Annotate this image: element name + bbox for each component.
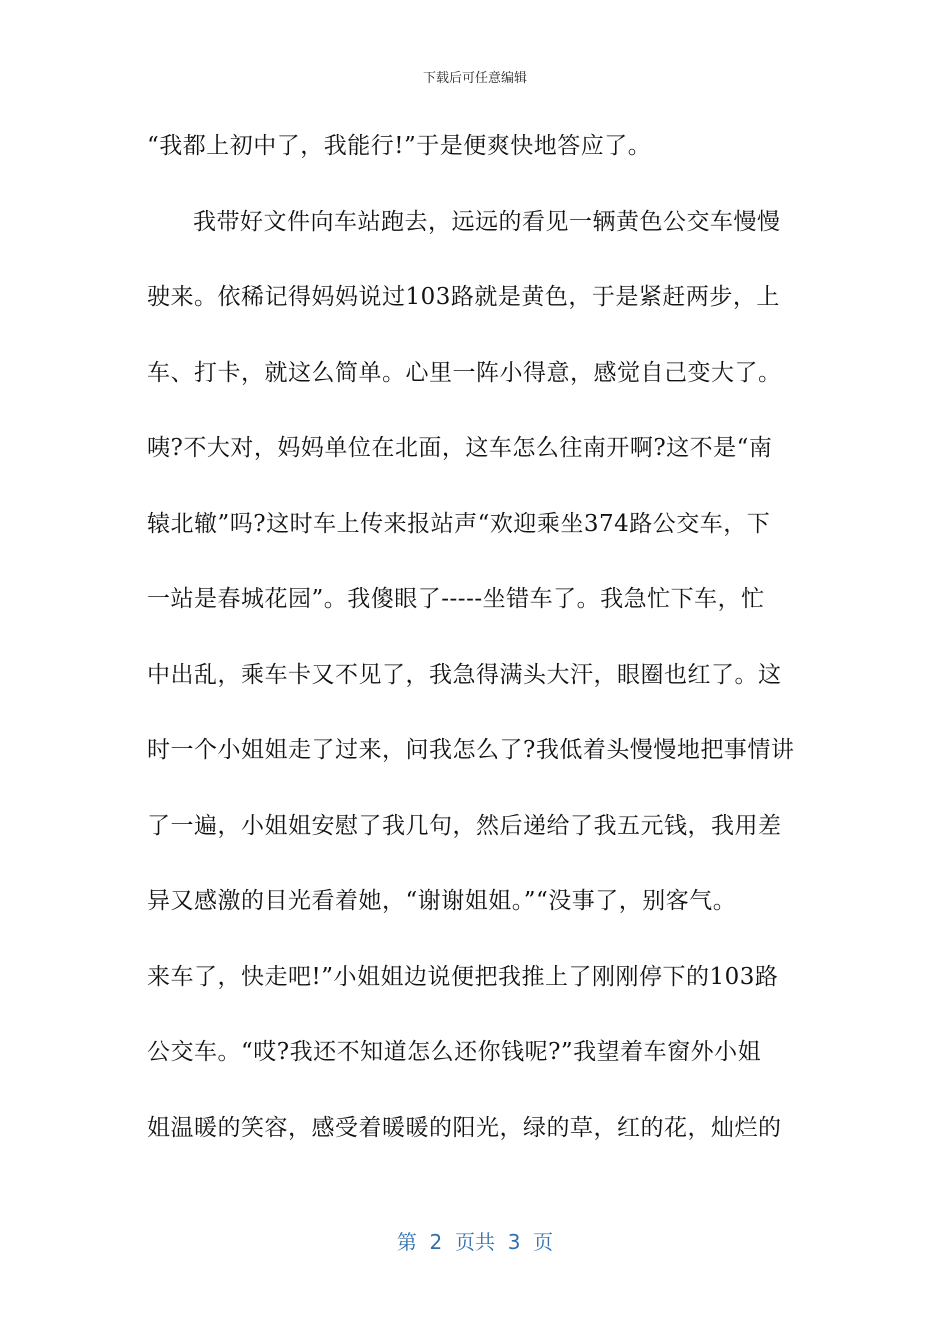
text-line: 姐温暖的笑容，感受着暖暖的阳光，绿的草，红的花，灿烂的 [147,1114,782,1141]
document-body [147,126,807,1183]
text-line: 我带好文件向车站跑去，远远的看见一辆黄色公交车慢慢 [193,208,781,235]
text-line: 辕北辙”吗?这时车上传来报站声“欢迎乘坐374路公交车，下 [147,510,771,537]
page-number-footer: 第 2 页共 3 页 [396,1230,554,1254]
text-line: 时一个小姐姐走了过来，问我怎么了?我低着头慢慢地把事情讲 [147,737,795,763]
text-line: 公交车。“哎?我还不知道怎么还你钱呢?”我望着车窗外小姐 [147,1039,762,1065]
text-line: 一站是春城花园”。我傻眼了-----坐错车了。我急忙下车，忙 [147,586,765,612]
text-line: 来车了，快走吧!”小姐姐边说便把我推上了刚刚停下的103路 [147,963,779,990]
header-note: 下载后可任意编辑 [422,71,527,86]
text-line: 了一遍，小姐姐安慰了我几句，然后递给了我五元钱，我用差 [147,812,782,839]
text-line: 车、打卡，就这么简单。心里一阵小得意，感觉自己变大了。 [147,359,782,386]
text-line: 异又感激的目光看着她，“谢谢姐姐。”“没事了，别客气。 [147,888,737,914]
text-line: 咦?不大对，妈妈单位在北面，这车怎么往南开啊?这不是“南 [147,435,773,461]
text-line: 驶来。依稀记得妈妈说过103路就是黄色，于是紧赶两步，上 [147,284,780,310]
text-line: 中出乱，乘车卡又不见了，我急得满头大汗，眼圈也红了。这 [147,661,782,688]
text-line: “我都上初中了，我能行!”于是便爽快地答应了。 [147,133,652,159]
